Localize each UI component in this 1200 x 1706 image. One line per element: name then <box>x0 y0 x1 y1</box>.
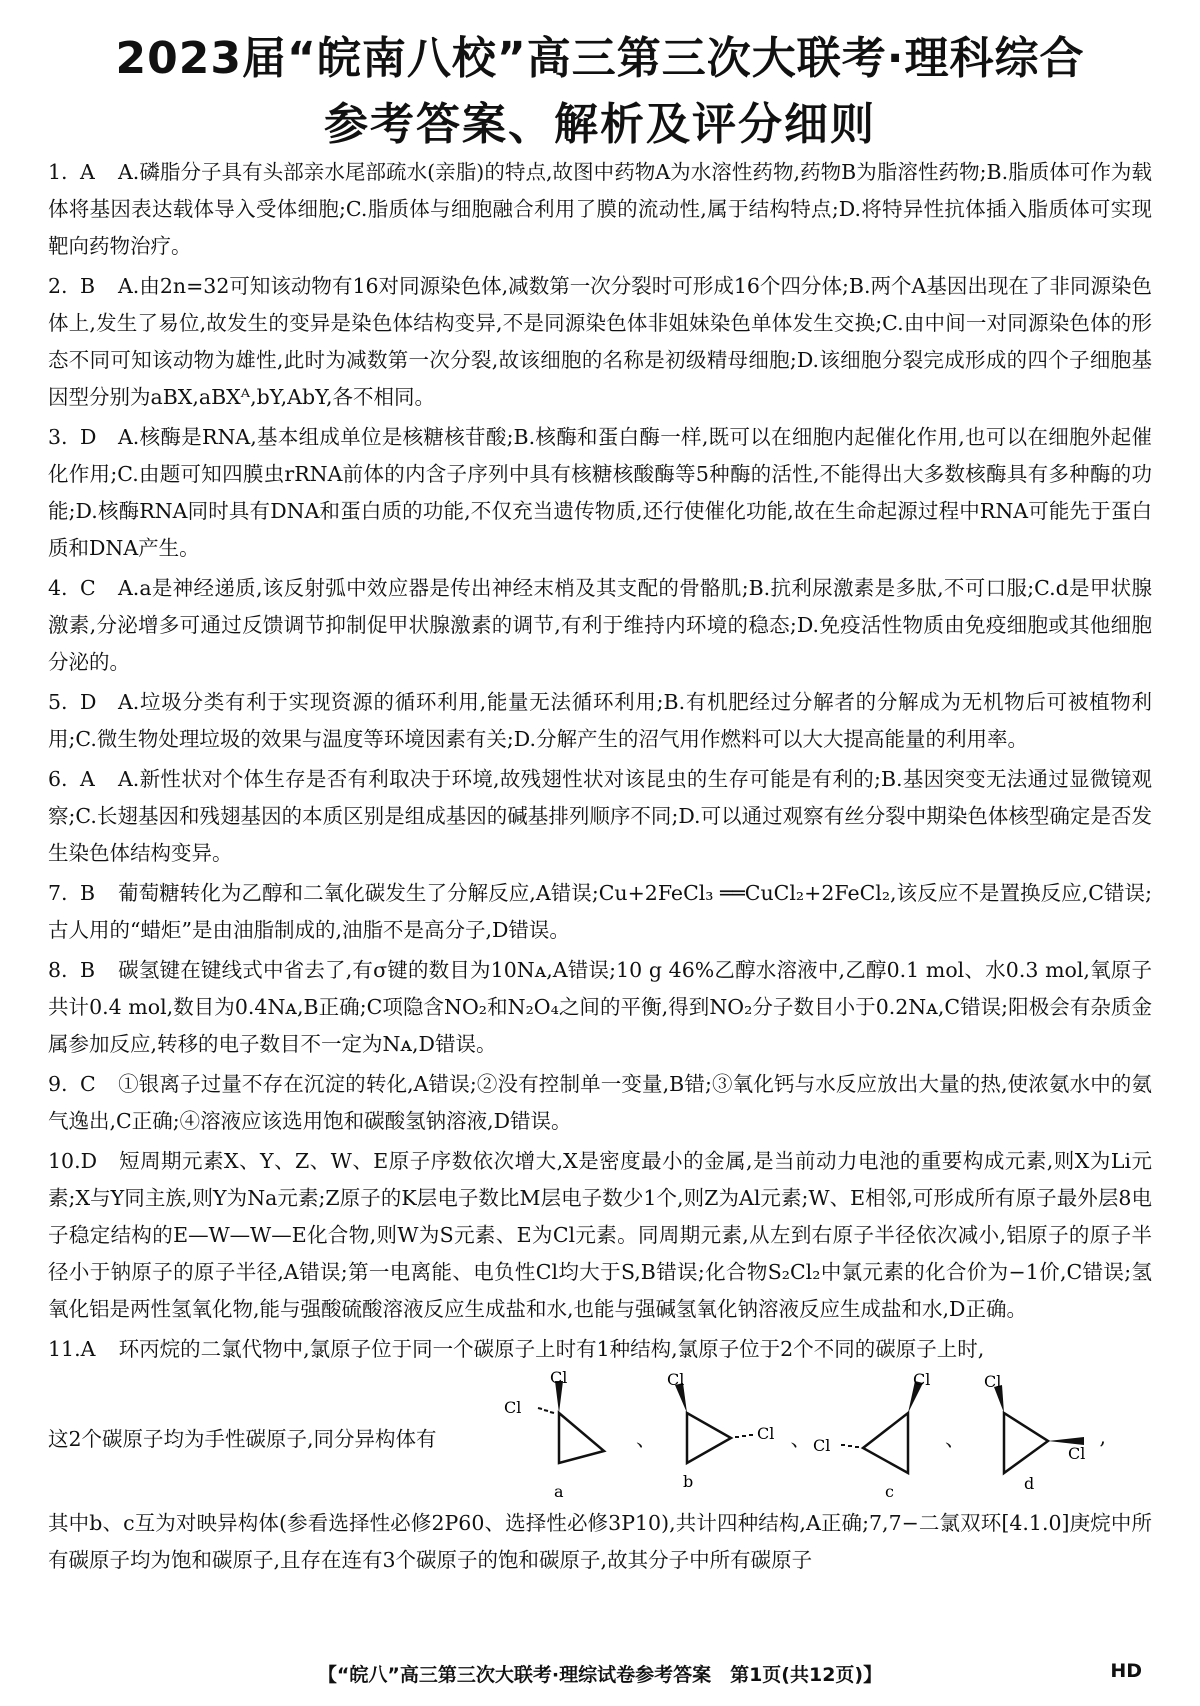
question-answer: C <box>80 1072 96 1096</box>
structure-label-c: c <box>885 1482 894 1501</box>
atom-label-cl: Cl <box>913 1371 931 1389</box>
question-explanation: 环丙烷的二氯代物中,氯原子位于同一个碳原子上时有1种结构,氯原子位于2个不同的碳原子上时, <box>118 1337 985 1361</box>
question-answer: D <box>80 425 97 449</box>
structure-d-diagram <box>968 1371 1098 1503</box>
separator: 、 <box>636 1427 657 1451</box>
atom-label-cl: Cl <box>504 1398 522 1417</box>
separator: 、 <box>945 1427 966 1451</box>
structure-label-b: b <box>682 1472 693 1491</box>
question-item <box>48 1143 1152 1328</box>
question-item <box>48 761 1152 872</box>
question-explanation: A.a是神经递质,该反射弧中效应器是传出神经末梢及其支配的骨骼肌;B.抗利尿激素是多肽,不可口服;C.d是甲状腺激素,分泌增多可通过反馈调节抑制促甲状腺激素的调节,有利于维持内环境的稳态;D.免疫活性物质由免疫细胞或其他细胞分泌的。 <box>48 576 1152 674</box>
question-item <box>48 570 1152 681</box>
question-explanation: ①银离子过量不存在沉淀的转化,A错误;②没有控制单一变量,B错;③氧化钙与水反应放出大量的热,使浓氨水中的氨气逸出,C正确;④溶液应该选用饱和碳酸氢钠溶液,D错误。 <box>48 1072 1152 1133</box>
question-item <box>48 268 1152 416</box>
page-subtitle: 参考答案、解析及评分细则 <box>324 99 876 150</box>
atom-label-cl: Cl <box>983 1372 1001 1391</box>
question-item <box>48 154 1152 265</box>
atom-label-cl: Cl <box>813 1436 831 1455</box>
question-answer: B <box>80 881 96 905</box>
page-title: 2023届“皖南八校”高三第三次大联考·理科综合 <box>115 33 1085 84</box>
page-footer: 【“皖八”高三第三次大联考·理综试卷参考答案 第1页(共12页)】 <box>317 1664 883 1686</box>
atom-label-cl: Cl <box>550 1371 568 1387</box>
question-explanation: 其中b、c互为对映异构体(参看选择性必修2P60、选择性必修3P10),共计四种结构,A正确;7,7−二氯双环[4.1.0]庚烷中所有碳原子均为饱和碳原子,且存在连有3个碳原子的饱和碳原子,故其分子中所有碳原子 <box>48 1511 1152 1572</box>
structure-label-d: d <box>1023 1474 1034 1493</box>
question-answer: D <box>80 690 97 714</box>
question-number: 7. <box>48 881 68 905</box>
isomer-structures-row <box>48 1371 1152 1503</box>
atom-label-cl: Cl <box>666 1371 684 1389</box>
question-item-11 <box>48 1331 1152 1368</box>
question-item <box>48 419 1152 567</box>
question-item-11-continued <box>48 1505 1152 1579</box>
isomer-lead-text: 这2个碳原子均为手性碳原子,同分异构体有 <box>48 1427 437 1451</box>
question-number: 4. <box>48 576 68 600</box>
question-number: 10. <box>48 1149 81 1173</box>
question-explanation: A.垃圾分类有利于实现资源的循环利用,能量无法循环利用;B.有机肥经过分解者的分解成为无机物后可被植物利用;C.微生物处理垃圾的效果与温度等环境因素有关;D.分解产生的沼气用作燃料可以大大提高能量的利用率。 <box>48 690 1152 751</box>
question-answer: C <box>80 576 96 600</box>
question-explanation: A.新性状对个体生存是否有利取决于环境,故残翅性状对该昆虫的生存可能是有利的;B.基因突变无法通过显微镜观察;C.长翅基因和残翅基因的本质区别是组成基因的碱基排列顺序不同;D.可以通过观察有丝分裂中期染色体核型确定是否发生染色体结构变异。 <box>48 767 1152 865</box>
question-number: 3. <box>48 425 68 449</box>
footer-code: HD <box>1110 1660 1142 1682</box>
question-explanation: 短周期元素X、Y、Z、W、E原子序数依次增大,X是密度最小的金属,是当前动力电池的重要构成元素,则X为Li元素;X与Y同主族,则Y为Na元素;Z原子的K层电子数比M层电子数少1个,则Z为Al元素;W、E相邻,可形成所有原子最外层8电子稳定结构的E—W—W—E化合物,则W为S元素、E为Cl元素。同周期元素,从左到右原子半径依次减小,铝原子的原子半径小于钠原子的原子半径,A错误;第一电离能、电负性Cl均大于S,B错误;化合物S₂Cl₂中氯元素的化合价为−1价,C错误;氢氧化铝是两性氢氧化物,能与强酸硫酸溶液反应生成盐和水,也能与强碱氢氧化钠溶液反应生成盐和水,D正确。 <box>48 1149 1152 1321</box>
question-number: 2. <box>48 274 68 298</box>
answer-list <box>48 154 1152 1582</box>
question-number: 11. <box>48 1337 81 1361</box>
question-item <box>48 1066 1152 1140</box>
structure-a-diagram <box>504 1371 634 1503</box>
question-number: 8. <box>48 958 68 982</box>
separator: 、 <box>790 1427 811 1451</box>
question-number: 5. <box>48 690 68 714</box>
question-item <box>48 952 1152 1063</box>
structure-c-diagram <box>813 1371 943 1503</box>
atom-label-cl: Cl <box>756 1424 774 1443</box>
question-item <box>48 875 1152 949</box>
end-comma: , <box>1099 1425 1107 1449</box>
question-explanation: A.磷脂分子具有头部亲水尾部疏水(亲脂)的特点,故图中药物A为水溶性药物,药物B为脂溶性药物;B.脂质体可作为载体将基因表达载体导入受体细胞;C.脂质体与细胞融合利用了膜的流动性,属于结构特点;D.将特异性抗体插入脂质体可实现靶向药物治疗。 <box>48 160 1152 258</box>
question-number: 6. <box>48 767 68 791</box>
atom-label-cl: Cl <box>1067 1444 1085 1463</box>
question-explanation: 葡萄糖转化为乙醇和二氧化碳发生了分解反应,A错误;Cu+2FeCl₃ ══CuCl₂+2FeCl₂,该反应不是置换反应,C错误;古人用的“蜡炬”是由油脂制成的,油脂不是高分子,D错误。 <box>48 881 1152 942</box>
structure-b-diagram <box>659 1371 789 1503</box>
question-number: 1. <box>48 160 68 184</box>
question-item <box>48 684 1152 758</box>
question-answer: A <box>80 1337 96 1361</box>
question-explanation: 碳氢键在键线式中省去了,有σ键的数目为10Nᴀ,A错误;10 g 46%乙醇水溶液中,乙醇0.1 mol、水0.3 mol,氧原子共计0.4 mol,数目为0.4Nᴀ,B正确;C项隐含NO₂和N₂O₄之间的平衡,得到NO₂分子数目小于0.2Nᴀ,C错误;阳极会有杂质金属参加反应,转移的电子数目不一定为Nᴀ,D错误。 <box>48 958 1152 1056</box>
question-answer: A <box>80 160 95 184</box>
question-answer: D <box>80 1149 98 1173</box>
question-list <box>48 154 1152 1328</box>
question-answer: B <box>80 274 96 298</box>
question-answer: A <box>80 767 95 791</box>
question-answer: B <box>80 958 96 982</box>
question-number: 9. <box>48 1072 68 1096</box>
question-explanation: A.由2n=32可知该动物有16对同源染色体,减数第一次分裂时可形成16个四分体;B.两个A基因出现在了非同源染色体上,发生了易位,故发生的变异是染色体结构变异,不是同源染色体非姐妹染色单体发生交换;C.由中间一对同源染色体的形态不同可知该动物为雄性,此时为减数第一次分裂,故该细胞的名称是初级精母细胞;D.该细胞分裂完成形成的四个子细胞基因型分别为aBX,aBXᴬ,bY,AbY,各不相同。 <box>48 274 1152 409</box>
structure-label-a: a <box>554 1482 564 1501</box>
question-explanation: A.核酶是RNA,基本组成单位是核糖核苷酸;B.核酶和蛋白酶一样,既可以在细胞内起催化作用,也可以在细胞外起催化作用;C.由题可知四膜虫rRNA前体的内含子序列中具有核糖核酸酶等5种酶的活性,不能得出大多数核酶具有多种酶的功能;D.核酶RNA同时具有DNA和蛋白质的功能,不仅充当遗传物质,还行使催化功能,故在生命起源过程中RNA可能先于蛋白质和DNA产生。 <box>48 425 1152 560</box>
